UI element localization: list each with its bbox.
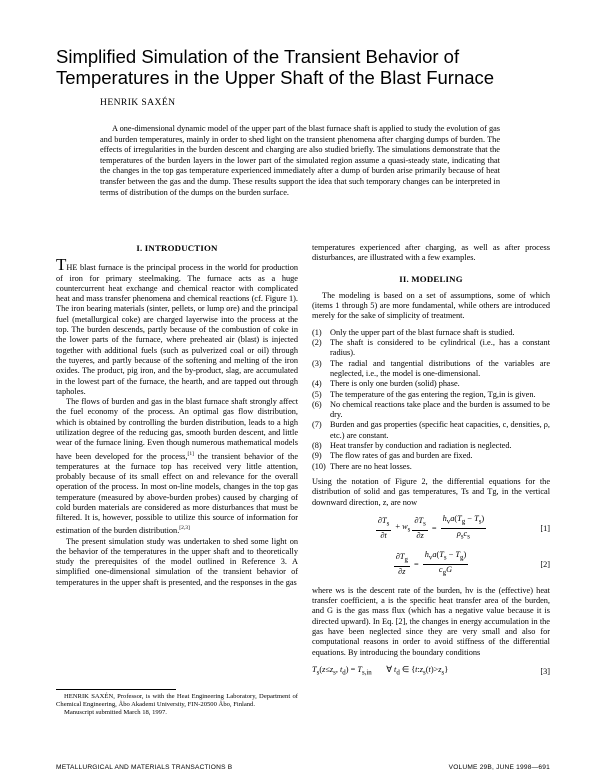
list-item bbox=[312, 400, 550, 421]
list-item-number: (4) bbox=[312, 379, 322, 389]
list-item-text: No chemical reactions take place and the burden is assumed to be dry. bbox=[330, 399, 550, 420]
intro-paragraph-1 bbox=[56, 255, 298, 397]
modeling-paragraph-3: where ws is the descent rate of the burden, hv is the (effective) heat transfer coefficient, a is the specific heat transfer area of the burden, and G is the gas mass flux (which has a negative value because it is directed upward). In Eq. [2], the changes in energy accumulation in the gas have been neglected since they are very small and also for computational reasons in order to avoid stiffness of the differential equations. By introducing the boundary conditions bbox=[312, 585, 550, 657]
list-item-number: (7) bbox=[312, 420, 322, 430]
intro-paragraph-1-text: HE blast furnace is the principal process in the world for production of iron for primary steelmaking. The furnace acts as a huge countercurrent heat exchange and chemical reactor with complicated heat and mass transfer phenomena and chemical reactions (cf. Figure 1). The iron bearing materials (sinter, pellets, or lump ore) and the principal fuel (metallurgical coke) are charged layerwise into the process at the top. The burden descends, partly because of the combustion of coke in the lower parts of the furnace, where preheated air (blast) is injected together with additional fuels (such as pulverized coal or oil) through the tuyeres, and partly because of the softening and melting of the iron oxides. The product, pig iron, and the by-product, slag, are accumulated in the lowest part of the furnace, the hearth, and are tapped out through tapholes. bbox=[56, 263, 298, 396]
journal-name: METALLURGICAL AND MATERIALS TRANSACTIONS B bbox=[56, 764, 233, 771]
citation-ref: [1] bbox=[187, 450, 194, 457]
list-item-text: Burden and gas properties (specific heat capacities, c, densities, ρ, etc.) are constant. bbox=[330, 420, 550, 440]
manuscript-date: Manuscript submitted March 18, 1997. bbox=[64, 709, 167, 716]
list-item-number: (6) bbox=[312, 399, 322, 409]
equation-2: $\frac{\partial T_g}{\partial z}$ = $\frac{h_va(T_s - T_g)}{c_gG}$ [2] bbox=[312, 550, 550, 580]
list-item-text: There is only one burden (solid) phase. bbox=[330, 379, 460, 389]
list-item bbox=[312, 420, 550, 441]
section-heading-modeling: II. MODELING bbox=[399, 273, 463, 284]
list-item-text: Only the upper part of the blast furnace shaft is studied. bbox=[330, 327, 515, 337]
list-item-number: (2) bbox=[312, 338, 322, 348]
list-item-text: There are no heat losses. bbox=[330, 461, 412, 471]
equation-1: $\frac{\partial T_s}{\partial t}$ + $w_s$ $\frac{\partial T_s}{\partial z}$ = $\frac{h_va(T_g - T_s)}{\rho_sc_s}$ [1] bbox=[312, 514, 550, 544]
eq2-frac-b: $\frac{h_va(T_s - T_g)}{c_gG}$ bbox=[424, 550, 467, 577]
eq1-frac-c: $\frac{h_va(T_g - T_s)}{\rho_sc_s}$ bbox=[442, 514, 485, 541]
footnote-rule bbox=[56, 689, 176, 690]
list-item-number: (1) bbox=[312, 327, 322, 337]
list-item bbox=[312, 462, 550, 472]
page-info: VOLUME 29B, JUNE 1998—691 bbox=[448, 764, 550, 771]
list-item-text: The flow rates of gas and burden are fixed. bbox=[330, 451, 473, 461]
list-item-number: (8) bbox=[312, 441, 322, 451]
equation-3: $T_s(z\le z_s$, $t_d) = T_{s,in}$ ∀ $t_d$ ∈ $\{t:z_s(t)>z_s\}$ [3] bbox=[312, 664, 550, 677]
intro-paragraph-2-text-a: The flows of burden and gas in the blast furnace shaft strongly affect the fuel economy of the process. An optimal gas flow distribution, which is obtained by controlling the burden distribution, leads to a high utilization degree of the reducing gas, smooth burden descent, and little wear of the furnace lining. Even though numerous mathematical models have been developed for the process, bbox=[56, 397, 298, 461]
list-item bbox=[312, 390, 550, 400]
author-name: HENRIK SAXÉN bbox=[100, 97, 176, 108]
citation-ref-2: [2,3] bbox=[179, 525, 190, 532]
list-item-text: The radial and tangential distributions of the variables are neglected, i.e., the model is one-dimensional. bbox=[330, 358, 550, 378]
intro-paragraph-2 bbox=[56, 397, 298, 536]
list-item-number: (3) bbox=[312, 358, 322, 368]
intro-paragraph-3: The present simulation study was undertaken to shed some light on the behavior of the temperatures in the upper shaft and to theoretically study the prerequisites of the model outlined in Reference 3. A simplified one-dimensional simulation of the transient behavior of temperatures in the upper shaft is presented, and the responses in the gas bbox=[56, 536, 298, 587]
list-item bbox=[312, 379, 550, 389]
eq1-frac-a: $\frac{\partial T_s}{\partial t}$ bbox=[377, 516, 390, 541]
eq2-frac-a: $\frac{\partial T_g}{\partial z}$ bbox=[395, 552, 408, 577]
right-column bbox=[312, 243, 550, 686]
right-continuation: temperatures experienced after charging, as well as after process disturbances, are illustrated with a few examples. bbox=[312, 243, 550, 263]
list-item bbox=[312, 328, 550, 338]
list-item bbox=[312, 359, 550, 380]
list-item-text: The temperature of the gas entering the region, Tg,in is given. bbox=[330, 389, 536, 399]
modeling-paragraph-1: The modeling is based on a set of assumptions, some of which (items 1 through 5) are more fundamental, while others are introduced merely for the sake of simplicity of treatment. bbox=[312, 290, 550, 321]
list-item bbox=[312, 338, 550, 359]
paper-title: Simplified Simulation of the Transient Behavior of Temperatures in the Upper Shaft of the Blast Furnace bbox=[56, 46, 495, 88]
list-item bbox=[312, 441, 550, 451]
equation-number: [3] bbox=[540, 666, 550, 676]
abstract: A one-dimensional dynamic model of the upper part of the blast furnace shaft is applied to study the evolution of gas and burden temperatures, mainly in order to shed light on the transient phenomena after charging dumps of burden. The effects of irregularities in the burden descent and charging are also studied briefly. The simulations demonstrate that the temperatures of the burden layers in the lower part of the simulated region assume a quasi-steady state, indicating that the changes in the top gas temperature experienced immediately after a dump of burden arise primarily because of heat transfer between the gas and the dump. These results support the idea that such temporary changes can be interpreted in terms of distribution of the dumps on the burden surface. bbox=[100, 124, 501, 197]
list-item bbox=[312, 451, 550, 461]
author-affiliation: HENRIK SAXÉN, Professor, is with the Heat Engineering Laboratory, Department of Chemical Engineering, Åbo Akademi University, FIN-20500 Åbo, Finland. bbox=[56, 693, 298, 708]
list-item-text: Heat transfer by conduction and radiation is neglected. bbox=[330, 441, 512, 451]
equation-number: [1] bbox=[540, 523, 550, 533]
left-column bbox=[56, 243, 298, 588]
section-heading-introduction: I. INTRODUCTION bbox=[136, 243, 218, 253]
list-item-number: (10) bbox=[312, 461, 326, 471]
eq1-frac-b: $\frac{\partial T_s}{\partial z}$ bbox=[414, 516, 426, 541]
modeling-paragraph-2: Using the notation of Figure 2, the differential equations for the distribution of solid and gas temperatures, Ts and Tg, in the vertical downward direction, z, are now bbox=[312, 476, 550, 507]
footnote bbox=[56, 689, 298, 717]
list-item-number: (9) bbox=[312, 451, 322, 461]
list-item-text: The shaft is considered to be cylindrical (i.e., has a constant radius). bbox=[330, 338, 550, 358]
drop-cap: T bbox=[56, 255, 67, 275]
assumption-list bbox=[312, 328, 550, 472]
intro-paragraph-2-text-b: the transient behavior of the temperatures at the furnace top has received very little attention, probably because of its small effect on and relevance for the overall operation of the process. In most on-line models, changes in the top gas temperature (measured by above-burden probes) caused by charging of cold burden materials are considered as more disturbances that must be filtered. It is, however, possible to utilize this source of information for estimation of the burden distribution. bbox=[56, 451, 299, 536]
list-item-number: (5) bbox=[312, 389, 322, 399]
equation-number: [2] bbox=[540, 559, 550, 569]
